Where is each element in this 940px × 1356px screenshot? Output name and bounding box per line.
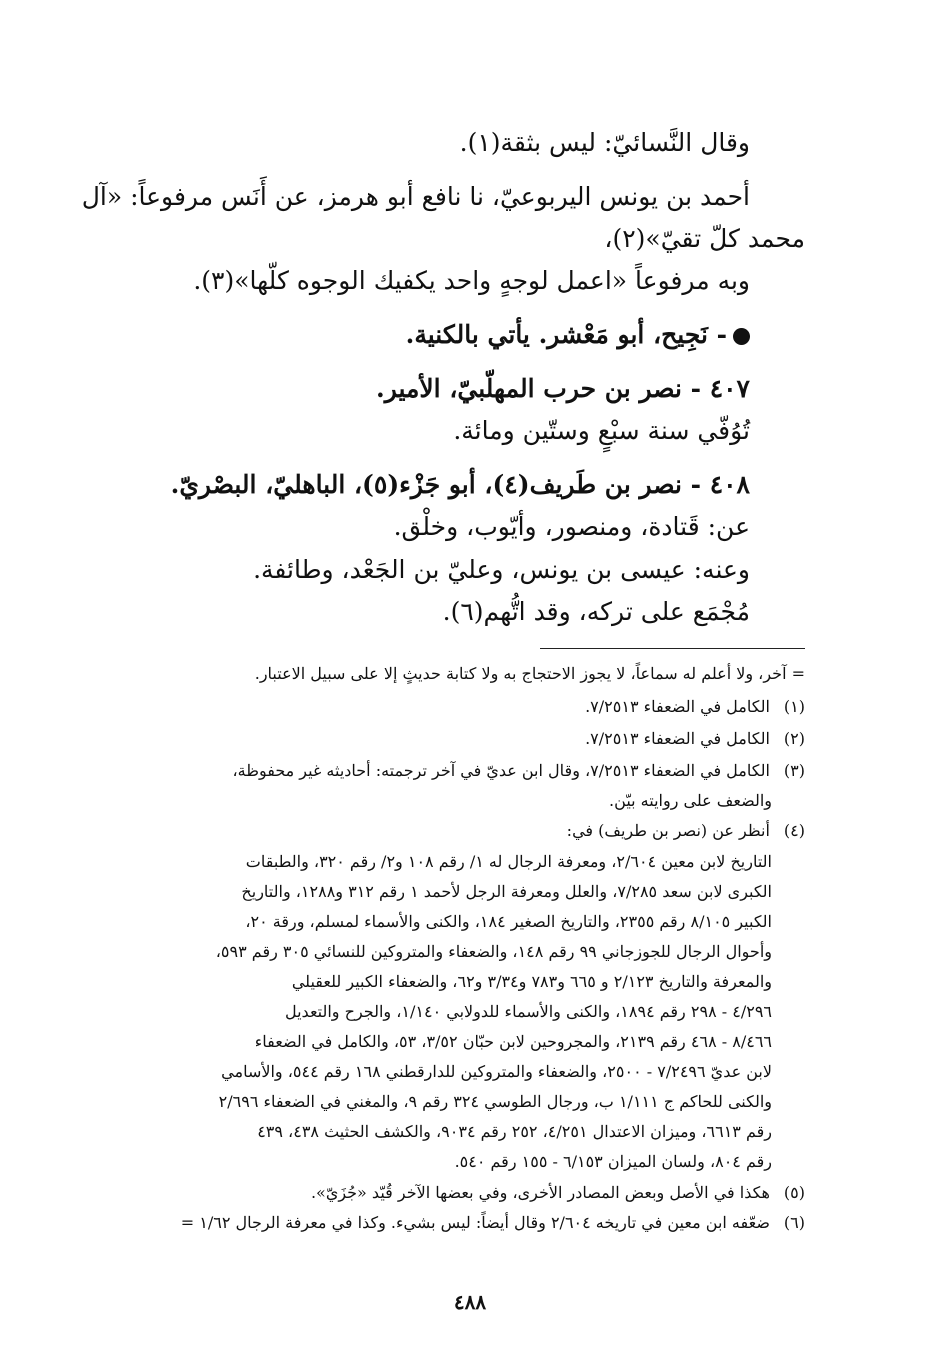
- text-line: عن: قَتادة، ومنصور، وأيّوب، وخلْق.: [393, 512, 750, 541]
- footnote-text: والمعرفة والتاريخ ٢/١٢٣ و ٦٦٥ و٧٨٣ و٣/٣٤ و٦٢، والضعفاء الكبير للعقيلي: [291, 972, 772, 991]
- page-number: ٤٨٨: [453, 1290, 487, 1314]
- footnote-text: ٨/٤٦٦ - ٤٦٨ رقم ٢١٣٩، والمجروحين لابن حبّان ٣/٥٢، ٥٣، والكامل في الضعفاء: [254, 1032, 772, 1051]
- footnote-text: الكامل في الضعفاء ٧/٢٥١٣.: [585, 729, 770, 748]
- footnote: [232, 761, 805, 780]
- footnote-divider: [540, 648, 805, 649]
- footnote-text: رقم ٨٠٤، ولسان الميزان ٦/١٥٣ - ١٥٥ رقم ٥٤٠.: [454, 1152, 772, 1171]
- entry-heading: ٤٠٨ - نصر بن طَريف(٤)، أبو جَزْء(٥)، الباهليّ، البصْريّ.: [170, 470, 750, 499]
- footnote-number: (٦): [783, 1213, 805, 1232]
- entry-heading: [406, 320, 750, 349]
- text-line: محمد كلّ تقيّ»(٢)،: [604, 224, 805, 253]
- footnote-text: وأحوال الرجال للجوزجاني ٩٩ رقم ١٤٨، والضعفاء والمتروكين للنسائي ٣٠٥ رقم ٥٩٣،: [215, 942, 772, 961]
- footnote-number: (٢): [783, 729, 805, 748]
- footnote-text: الكامل في الضعفاء ٧/٢٥١٣، وقال ابن عديّ في آخر ترجمته: أحاديثه غير محفوظة،: [232, 761, 770, 780]
- text-line: تُوُفّي سنة سبْعٍ وستّين ومائة.: [453, 416, 750, 445]
- footnote-text: أنظر عن (نصر بن طريف) في:: [566, 821, 770, 840]
- footnote-text: الكبير ٨/١٠٥ رقم ٢٣٥٥، والتاريخ الصغير ١٨٤، والكنى والأسماء لمسلم، ورقة ٢٠،: [245, 912, 772, 931]
- footnote-text: لابن عديّ ٧/٢٤٩٦ - ٢٥٠٠، والضعفاء والمتروكين للدارقطني ١٦٨ رقم ٥٤٤، والأسامي: [221, 1062, 772, 1081]
- footnote-text: الكبرى لابن سعد ٧/٢٨٥، والعلل ومعرفة الرجل لأحمد ١ رقم ٣١٢ و١٢٨٨، والتاريخ: [241, 882, 772, 901]
- footnote-number: (٤): [783, 821, 805, 840]
- text-line: مُجْمَع على تركه، وقد اتُّهم(٦).: [442, 597, 750, 626]
- footnote: [585, 729, 805, 748]
- footnote-text: والكنى للحاكم ج ١/١١١ ب، ورجال الطوسي ٣٢٤ رقم ٩، والمغني في الضعفاء ٢/٦٩٦: [218, 1092, 772, 1111]
- footnote: [311, 1183, 805, 1202]
- footnote-text: ٤/٢٩٦ - ٢٩٨ رقم ١٨٩٤، والكنى والأسماء للدولابي ١/١٤٠، والجرح والتعديل: [284, 1002, 772, 1021]
- footnote-continuation: = آخر، ولا أعلم له سماعاً، لا يجوز الاحتجاج به ولا كتابة حديثٍ إلا على سبيل الاعتبار.: [254, 664, 805, 683]
- entry-heading-text: - نَجِيح، أبو مَعْشر. يأتي بالكنية.: [405, 320, 727, 349]
- footnote-text: هكذا في الأصل وبعض المصادر الأخرى، وفي بعضها الآخر قُيّد «جُزَيّ».: [310, 1183, 770, 1202]
- footnote-text: التاريخ لابن معين ٢/٦٠٤، ومعرفة الرجال له ١/ رقم ١٠٨ و٢/ رقم ٣٢٠، والطبقات: [245, 852, 772, 871]
- footnote-number: (٥): [783, 1183, 805, 1202]
- footnote-text: والضعف على روايته بيّن.: [609, 791, 772, 810]
- text-line: وقال النَّسائيّ: ليس بثقة(١).: [459, 128, 750, 157]
- text-line: أحمد بن يونس اليربوعيّ، نا نافع أبو هرمز، عن أَنَس مرفوعاً: «آل: [81, 182, 750, 211]
- footnote-number: (١): [783, 697, 805, 716]
- footnote: [181, 1213, 805, 1232]
- footnote: [567, 821, 805, 840]
- entry-heading: ٤٠٧ - نصر بن حرب المهلّبيّ، الأمير.: [375, 374, 750, 403]
- footnote-number: (٣): [783, 761, 805, 780]
- footnote-text: رقم ٦٦١٣، وميزان الاعتدال ٤/٢٥١، ٢٥٢ رقم ٩٠٣٤، والكشف الحثيث ٤٣٨، ٤٣٩: [257, 1122, 772, 1141]
- text-line: وبه مرفوعاً «اعمل لوجهٍ واحد يكفيك الوجوه كلّها»(٣).: [193, 266, 750, 295]
- bullet-icon: [733, 328, 750, 345]
- footnote-text: الكامل في الضعفاء ٧/٢٥١٣.: [585, 697, 770, 716]
- footnote-text: ضعّفه ابن معين في تاريخه ٢/٦٠٤ وقال أيضاً: ليس بشيء. وكذا في معرفة الرجال ١/٦٢ =: [180, 1213, 770, 1232]
- text-line: وعنه: عيسى بن يونس، وعليّ بن الجَعْد، وطائفة.: [253, 555, 750, 584]
- footnote: [585, 697, 805, 716]
